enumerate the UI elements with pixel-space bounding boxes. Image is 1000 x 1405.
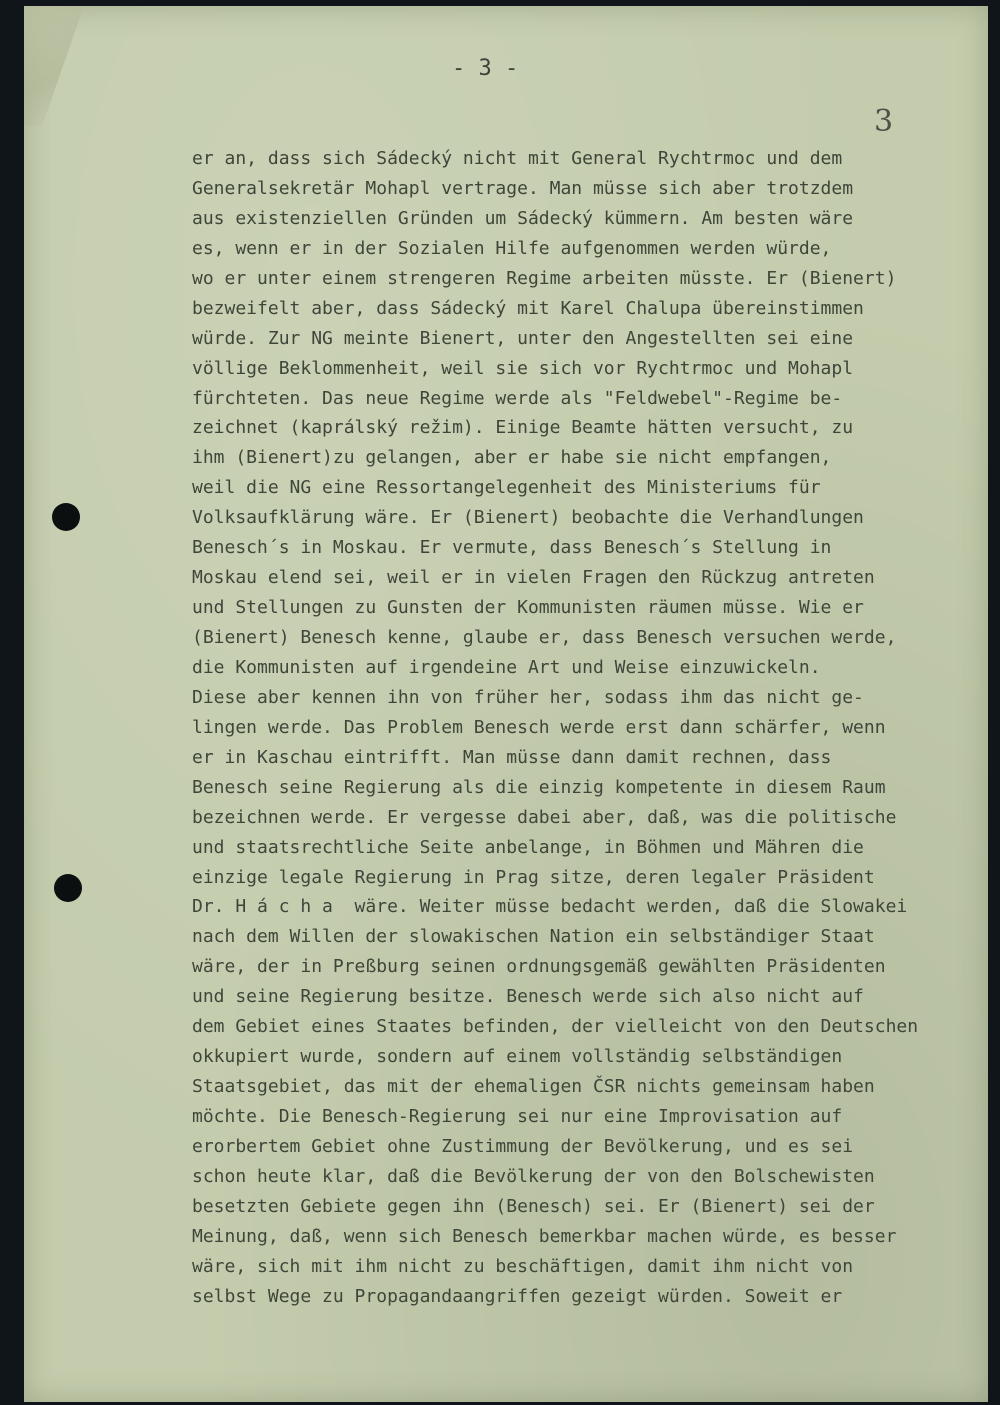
text-line: okkupiert wurde, sondern auf einem vollständig selbständigen [192, 1046, 843, 1068]
text-line: aus existenziellen Gründen um Sádecký kümmern. Am besten wäre [192, 207, 854, 229]
text-line: selbst Wege zu Propagandaangriffen gezeigt würden. Soweit er [192, 1285, 843, 1307]
text-line: Moskau elend sei, weil er in vielen Fragen den Rückzug antreten [192, 567, 875, 589]
text-line: erorbertem Gebiet ohne Zustimmung der Bevölkerung, und es sei [192, 1135, 854, 1157]
punch-hole-upper [52, 503, 80, 531]
text-line: wäre, der in Preßburg seinen ordnungsgemäß gewählten Präsidenten [192, 956, 886, 978]
text-line: nach dem Willen der slowakischen Nation ein selbständiger Staat [192, 926, 875, 948]
text-line: und seine Regierung besitze. Benesch werde sich also nicht auf [192, 986, 864, 1008]
text-line: würde. Zur NG meinte Bienert, unter den Angestellten sei eine [192, 327, 854, 349]
text-line: die Kommunisten auf irgendeine Art und Weise einzuwickeln. [192, 656, 821, 678]
text-line: Diese aber kennen ihn von früher her, sodass ihm das nicht ge- [192, 686, 864, 708]
text-line: Meinung, daß, wenn sich Benesch bemerkbar machen würde, es besser [192, 1225, 897, 1247]
text-line: besetzten Gebiete gegen ihn (Benesch) sei. Er (Bienert) sei der [192, 1195, 875, 1217]
text-line: wo er unter einem strengeren Regime arbeiten müsste. Er (Bienert) [192, 267, 897, 289]
text-line: fürchteten. Das neue Regime werde als "Feldwebel"-Regime be- [192, 387, 843, 409]
text-line: Dr. H á c h a wäre. Weiter müsse bedacht werden, daß die Slowakei [192, 896, 908, 918]
text-line: zeichnet (kaprálský režim). Einige Beamte hätten versucht, zu [192, 417, 854, 439]
punch-hole-lower [54, 874, 82, 902]
text-line: lingen werde. Das Problem Benesch werde erst dann schärfer, wenn [192, 716, 886, 738]
text-line: dem Gebiet eines Staates befinden, der vielleicht von den Deutschen [192, 1016, 919, 1038]
text-line: einzige legale Regierung in Prag sitze, deren legaler Präsident [192, 866, 875, 888]
text-line: Volksaufklärung wäre. Er (Bienert) beobachte die Verhandlungen [192, 507, 864, 529]
text-line: schon heute klar, daß die Bevölkerung der von den Bolschewisten [192, 1165, 875, 1187]
text-line: Generalsekretär Mohapl vertrage. Man müsse sich aber trotzdem [192, 177, 854, 199]
text-line: wäre, sich mit ihm nicht zu beschäftigen, damit ihm nicht von [192, 1255, 854, 1277]
text-line: Benesch seine Regierung als die einzig kompetente in diesem Raum [192, 776, 886, 798]
text-line: ihm (Bienert)zu gelangen, aber er habe sie nicht empfangen, [192, 447, 832, 469]
text-line: weil die NG eine Ressortangelegenheit des Ministeriums für [192, 477, 821, 499]
text-line: Staatsgebiet, das mit der ehemaligen ČSR nichts gemeinsam haben [192, 1076, 875, 1098]
text-line: er in Kaschau eintrifft. Man müsse dann damit rechnen, dass [192, 746, 832, 768]
text-line: bezeichnen werde. Er vergesse dabei aber, daß, was die politische [192, 806, 897, 828]
text-line: völlige Beklommenheit, weil sie sich vor Rychtrmoc und Mohapl [192, 357, 854, 379]
text-line: und Stellungen zu Gunsten der Kommunisten räumen müsse. Wie er [192, 597, 864, 619]
folio-number: 3 [874, 104, 894, 139]
typewritten-text [192, 144, 972, 1312]
text-line: bezweifelt aber, dass Sádecký mit Karel Chalupa übereinstimmen [192, 297, 864, 319]
text-line: möchte. Die Benesch-Regierung sei nur eine Improvisation auf [192, 1106, 843, 1127]
text-line: (Bienert) Benesch kenne, glaube er, dass Benesch versuchen werde, [192, 627, 897, 648]
page-number: - 3 - [452, 56, 519, 81]
text-line: Benesch´s in Moskau. Er vermute, dass Benesch´s Stellung in [192, 537, 832, 559]
text-line: er an, dass sich Sádecký nicht mit General Rychtrmoc und dem [192, 148, 843, 169]
text-line: und staatsrechtliche Seite anbelange, in Böhmen und Mähren die [192, 836, 864, 858]
text-line: es, wenn er in der Sozialen Hilfe aufgenommen werden würde, [192, 237, 832, 259]
